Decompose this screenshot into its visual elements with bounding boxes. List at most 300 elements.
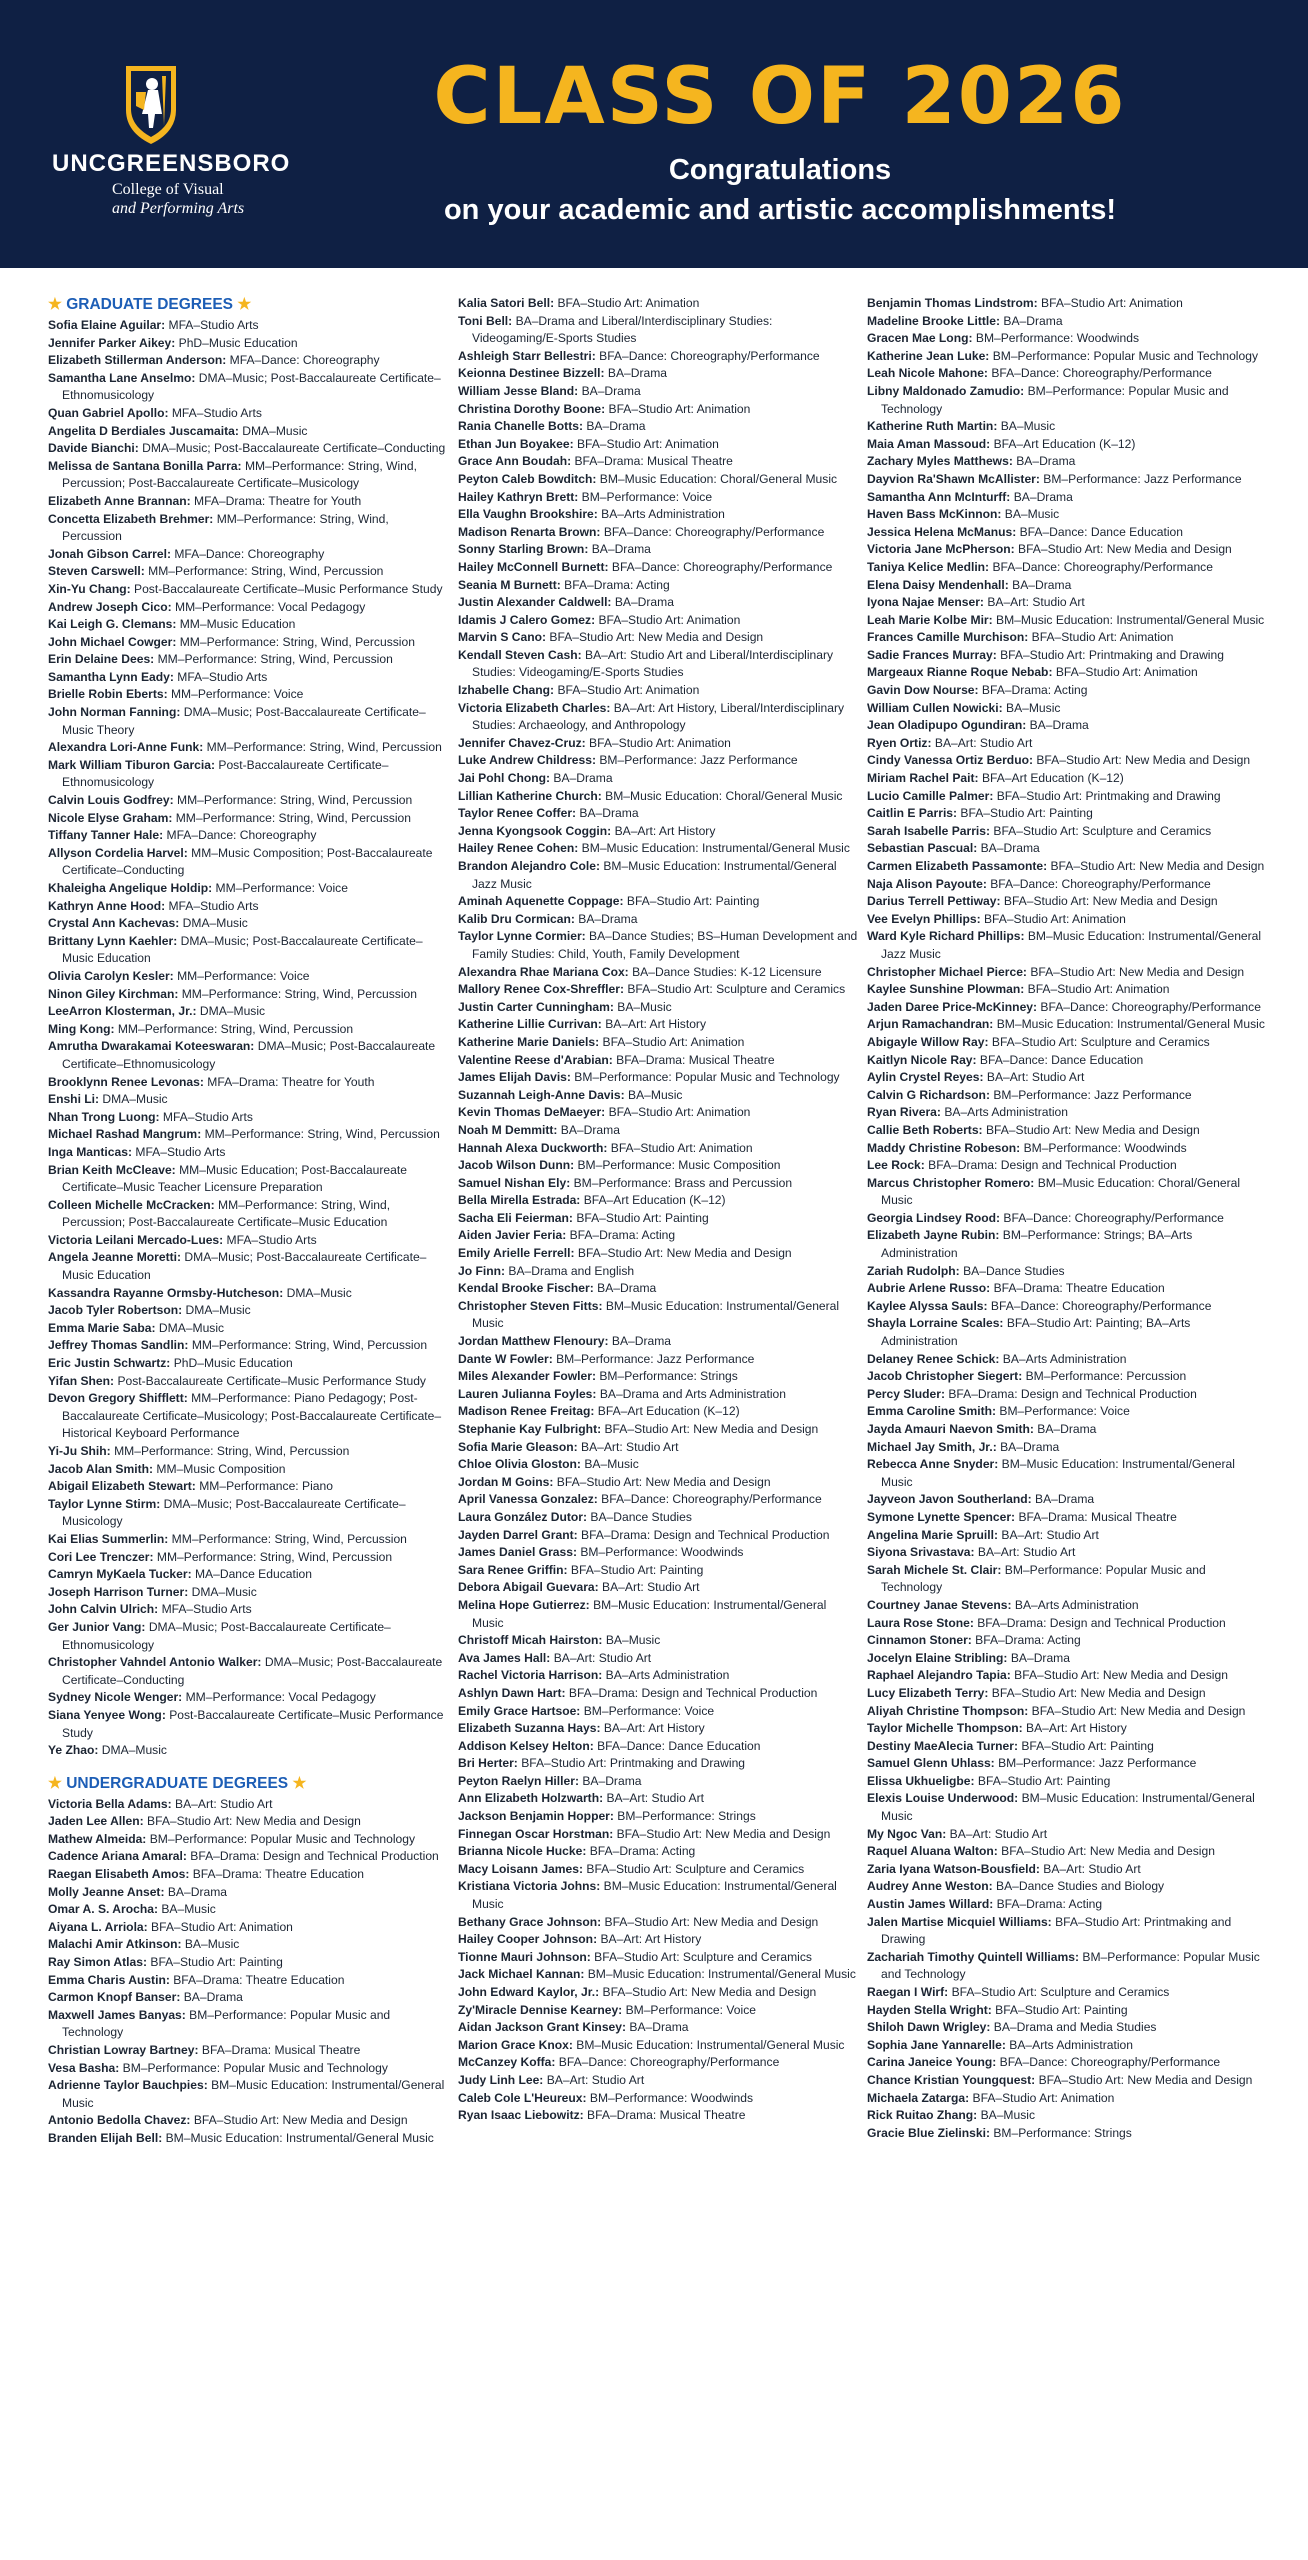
degree-text: DMA–Music; Post-Baccalaureate Certificate–Music Education <box>62 933 423 966</box>
graduate-name: Jacob Tyler Robertson: <box>48 1303 183 1318</box>
degree-text: BFA–Studio Art: New Media and Design <box>1047 859 1265 873</box>
degree-text: BA–Art: Art History <box>601 1017 706 1032</box>
degree-text: BFA–Studio Art: New Media and Design <box>143 1814 361 1829</box>
degree-text: BA–Drama <box>576 806 639 821</box>
degree-text: BM–Music Education: Instrumental/General Music <box>472 1298 840 1331</box>
graduate-name: Jocelyn Elaine Stribling: <box>867 1650 1008 1665</box>
graduate-entry <box>458 1597 858 1632</box>
graduate-entry <box>48 1989 448 2007</box>
graduate-entry <box>867 436 1267 454</box>
graduate-entry <box>48 563 448 581</box>
graduate-entry <box>867 1456 1267 1491</box>
degree-text: MFA–Drama: Theatre for Youth <box>203 1074 375 1089</box>
undergraduate-heading <box>48 1774 448 1794</box>
graduate-entry <box>458 365 858 383</box>
graduate-name: Adrienne Taylor Bauchpies: <box>48 2078 208 2093</box>
graduate-entry <box>867 1914 1267 1949</box>
degree-text: BFA–Drama: Acting <box>560 577 670 592</box>
star-icon: ★ <box>292 1774 307 1792</box>
graduate-name: Raegan I Wirf: <box>867 1985 949 1999</box>
column-2 <box>458 295 858 2125</box>
graduate-entry <box>458 1140 858 1158</box>
graduate-name: Omar A. S. Arocha: <box>48 1902 158 1917</box>
graduate-name: Emma Charis Austin: <box>48 1972 170 1987</box>
graduate-entry <box>867 911 1267 929</box>
degree-text: BA–Music <box>181 1937 240 1952</box>
degree-text: BFA–Drama: Acting <box>971 1633 1081 1648</box>
graduate-entry <box>458 893 858 911</box>
graduate-name: Sarah Michele St. Clair: <box>867 1562 1002 1577</box>
graduate-entry <box>458 1579 858 1597</box>
graduate-name: Noah M Demmitt: <box>458 1122 558 1137</box>
graduate-name: Emily Grace Hartsoe: <box>458 1703 581 1718</box>
degree-text: BFA–Drama: Musical Theatre <box>571 454 733 469</box>
graduate-entry <box>867 1140 1267 1158</box>
graduate-name: Toni Bell: <box>458 313 513 328</box>
graduate-name: Carmon Knopf Banser: <box>48 1990 181 2005</box>
graduate-name: Jacob Wilson Dunn: <box>458 1158 575 1173</box>
graduate-entry <box>48 1373 448 1391</box>
degree-text: BFA–Art Education (K–12) <box>580 1193 726 1208</box>
graduate-entry <box>48 1619 448 1654</box>
graduate-name: Caitlin E Parris: <box>867 806 958 821</box>
graduate-entry <box>458 577 858 595</box>
degree-text: BFA–Studio Art: Painting <box>1018 1738 1154 1753</box>
graduate-entry <box>48 423 448 441</box>
graduate-name: Stephanie Kay Fulbright: <box>458 1422 602 1436</box>
graduate-entry <box>458 401 858 419</box>
degree-text: MFA–Studio Arts <box>159 1109 253 1124</box>
degree-text: BA–Art: Studio Art <box>171 1796 273 1811</box>
graduate-entry <box>867 1439 1267 1457</box>
degree-text: PhD–Music Education <box>175 335 298 350</box>
degree-text: BA–Drama <box>1007 1650 1070 1665</box>
graduate-entry <box>867 2090 1267 2108</box>
graduate-name: Taylor Michelle Thompson: <box>867 1721 1023 1736</box>
graduate-entry <box>867 700 1267 718</box>
graduate-name: Katherine Jean Luke: <box>867 348 990 363</box>
graduate-entry <box>458 1966 858 1984</box>
graduate-name: Abigail Elizabeth Stewart: <box>48 1479 196 1494</box>
graduate-name: Mathew Almeida: <box>48 1831 147 1846</box>
graduate-name: Aiden Javier Feria: <box>458 1228 567 1243</box>
degree-text: MM–Performance: String, Wind, Percussion <box>178 986 417 1001</box>
graduate-entry <box>48 1478 448 1496</box>
graduate-entry <box>867 2002 1267 2020</box>
degree-text: BFA–Studio Art: New Media and Design <box>601 1422 819 1436</box>
graduate-name: Ashlyn Dawn Hart: <box>458 1685 566 1700</box>
graduate-entry <box>458 981 858 999</box>
graduate-name: Ashleigh Starr Bellestri: <box>458 348 596 363</box>
degree-text: BFA–Studio Art: New Media and Design <box>553 1474 771 1489</box>
graduate-entry <box>867 999 1267 1017</box>
uncg-logo <box>52 62 291 242</box>
graduate-entry <box>867 1720 1267 1738</box>
degree-text: BFA–Studio Art: Painting <box>147 1955 283 1970</box>
graduate-name: Michael Jay Smith, Jr.: <box>867 1439 997 1454</box>
graduate-name: Carmen Elizabeth Passamonte: <box>867 859 1048 873</box>
degree-text: BFA–Studio Art: New Media and Design <box>1028 1703 1246 1718</box>
graduate-name: James Daniel Grass: <box>458 1545 577 1560</box>
graduate-name: Devon Gregory Shifflett: <box>48 1391 188 1406</box>
degree-text: BFA–Studio Art: Painting <box>957 806 1093 821</box>
graduate-entry <box>867 295 1267 313</box>
graduate-name: Quan Gabriel Apollo: <box>48 405 169 420</box>
graduate-name: Andrew Joseph Cico: <box>48 599 172 614</box>
graduate-entry <box>867 1527 1267 1545</box>
graduate-entry <box>48 2042 448 2060</box>
graduate-name: Calvin G Richardson: <box>867 1087 990 1102</box>
graduate-entry <box>48 599 448 617</box>
graduate-entry <box>458 1632 858 1650</box>
graduate-entry <box>458 1263 858 1281</box>
degree-text: BA–Music <box>613 999 672 1014</box>
graduate-entry <box>458 1703 858 1721</box>
graduate-entry <box>867 840 1267 858</box>
graduate-entry <box>867 1597 1267 1615</box>
graduate-entry <box>48 1232 448 1250</box>
graduate-name: Sarah Isabelle Parris: <box>867 823 991 838</box>
graduate-entry <box>48 757 448 792</box>
graduate-entry <box>867 1949 1267 1984</box>
degree-text: BM–Performance: Woodwinds <box>586 2090 754 2105</box>
graduate-entry <box>458 858 858 893</box>
degree-text: BM–Performance: Voice <box>580 1703 715 1718</box>
graduate-name: Kevin Thomas DeMaeyer: <box>458 1105 606 1120</box>
graduate-entry <box>48 1972 448 1990</box>
degree-text: MM–Performance: Voice <box>173 968 310 983</box>
graduate-entry <box>48 1654 448 1689</box>
graduate-entry <box>458 735 858 753</box>
graduate-name: Seania M Burnett: <box>458 577 561 592</box>
graduate-entry <box>458 1544 858 1562</box>
degree-text: BA–Music <box>580 1457 639 1472</box>
graduate-name: Christopher Steven Fitts: <box>458 1298 603 1313</box>
graduate-entry <box>458 1685 858 1703</box>
degree-text: BA–Dance Studies: K-12 Licensure <box>628 964 822 979</box>
degree-text: BM–Performance: Strings <box>613 1809 756 1824</box>
graduate-name: Suzannah Leigh-Anne Davis: <box>458 1087 625 1102</box>
degree-text: BA–Drama <box>180 1990 243 2005</box>
graduate-entry <box>867 858 1267 876</box>
degree-text: BFA–Studio Art: New Media and Design <box>546 630 764 645</box>
degree-text: BFA–Studio Art: Sculpture and Ceramics <box>990 823 1212 838</box>
graduate-entry <box>458 1755 858 1773</box>
graduate-entry <box>48 669 448 687</box>
graduate-entry <box>458 1245 858 1263</box>
graduate-entry <box>458 1738 858 1756</box>
graduate-name: Jayden Darrel Grant: <box>458 1527 578 1542</box>
graduate-entry <box>458 1280 858 1298</box>
degree-text: BA–Drama <box>588 542 651 557</box>
graduate-entry <box>48 458 448 493</box>
degree-text: BM–Music Education: Instrumental/General Music <box>572 2037 845 2052</box>
degree-text: BFA–Drama: Acting <box>566 1228 676 1243</box>
degree-text: BA–Art: Studio Art <box>983 595 1085 610</box>
degree-text: BM–Music Education: Instrumental/General Music <box>62 2078 445 2110</box>
graduate-name: Ella Vaughn Brookshire: <box>458 507 598 522</box>
graduate-name: Crystal Ann Kachevas: <box>48 916 180 931</box>
degree-text: BFA–Drama: Acting <box>993 1897 1103 1912</box>
column-3 <box>867 295 1267 2142</box>
graduate-name: Idamis J Calero Gomez: <box>458 612 596 627</box>
graduate-name: Valentine Reese d'Arabian: <box>458 1052 613 1067</box>
graduate-entry <box>48 1091 448 1109</box>
graduate-name: Ryan Isaac Liebowitz: <box>458 2108 584 2123</box>
degree-text: BFA–Studio Art: Animation <box>1052 665 1198 680</box>
graduate-entry <box>458 1931 858 1949</box>
graduate-name: Emma Marie Saba: <box>48 1320 156 1335</box>
graduate-entry <box>458 1421 858 1439</box>
graduate-name: Jordan Matthew Flenoury: <box>458 1334 609 1349</box>
graduate-name: Jean Oladipupo Ogundiran: <box>867 718 1027 733</box>
degree-text: BM–Performance: Voice <box>622 2002 756 2017</box>
degree-text: BA–Drama <box>1012 454 1076 469</box>
graduate-entry <box>48 1126 448 1144</box>
graduate-entry <box>458 418 858 436</box>
graduate-entry <box>458 1773 858 1791</box>
graduate-name: Kai Leigh G. Clemans: <box>48 617 177 632</box>
graduate-entry <box>458 629 858 647</box>
graduate-name: Victoria Elizabeth Charles: <box>458 700 611 715</box>
graduate-name: Jo Finn: <box>458 1263 506 1278</box>
graduate-entry <box>48 1866 448 1884</box>
degree-text: BM–Music Education: Choral/General Music <box>601 788 843 803</box>
graduate-entry <box>867 1104 1267 1122</box>
degree-text: BFA–Dance: Choreography/Performance <box>987 1298 1212 1313</box>
degree-text: BFA–Dance: Choreography/Performance <box>597 1492 822 1507</box>
graduate-entry <box>458 1403 858 1421</box>
degree-text: MFA–Studio Arts <box>158 1602 252 1617</box>
graduate-name: Jaden Lee Allen: <box>48 1814 144 1829</box>
graduate-name: Jai Pohl Chong: <box>458 771 551 786</box>
graduate-entry <box>458 1949 858 1967</box>
star-icon: ★ <box>237 296 252 313</box>
degree-text: BA–Arts Administration <box>597 507 725 522</box>
graduate-name: Samantha Lynn Eady: <box>48 669 174 684</box>
graduate-entry <box>458 1509 858 1527</box>
graduate-name: Ethan Jun Boyakee: <box>458 436 574 451</box>
graduate-entry <box>48 792 448 810</box>
graduate-entry <box>867 1843 1267 1861</box>
graduate-name: Ninon Giley Kirchman: <box>48 986 179 1001</box>
degree-text: BFA–Dance: Choreography/Performance <box>608 559 833 574</box>
graduate-entry <box>458 313 858 348</box>
graduate-name: Eric Justin Schwartz: <box>48 1356 171 1371</box>
degree-text: BA–Dance Studies and Biology <box>992 1879 1165 1894</box>
graduate-entry <box>458 770 858 788</box>
graduate-name: Christian Lowray Bartney: <box>48 2043 199 2057</box>
star-icon: ★ <box>48 296 62 313</box>
degree-text: BA–Music <box>602 1633 661 1648</box>
graduate-name: Iyona Najae Menser: <box>867 595 984 610</box>
graduate-entry <box>458 471 858 489</box>
graduate-entry <box>867 2019 1267 2037</box>
graduate-name: Sacha Eli Feierman: <box>458 1210 573 1225</box>
degree-text: BM–Performance: Jazz Performance <box>994 1756 1197 1771</box>
graduate-name: Brianna Nicole Hucke: <box>458 1844 587 1859</box>
graduate-name: Jackson Benjamin Hopper: <box>458 1809 614 1824</box>
graduate-name: Sofia Elaine Aguilar: <box>48 318 166 332</box>
degree-text: BA–Drama <box>1026 718 1089 733</box>
graduate-entry <box>458 2019 858 2037</box>
graduate-name: Callie Beth Roberts: <box>867 1122 983 1137</box>
graduate-name: Chloe Olivia Gloston: <box>458 1457 581 1472</box>
graduate-entry <box>48 968 448 986</box>
graduate-entry <box>48 933 448 968</box>
degree-text: BFA–Studio Art: Sculpture and Ceramics <box>948 1985 1170 1999</box>
graduate-entry <box>48 2060 448 2078</box>
degree-text: BFA–Drama: Musical Theatre <box>1015 1509 1177 1524</box>
graduate-name: Melina Hope Gutierrez: <box>458 1597 590 1612</box>
degree-text: BA–Art: Studio Art <box>1039 1861 1141 1876</box>
degree-text: Post-Baccalaureate Certificate–Music Performance Study <box>62 1707 444 1740</box>
graduate-entry <box>458 2107 858 2125</box>
degree-text: BM–Music Education: Instrumental/General Music <box>472 1879 837 1912</box>
graduate-entry <box>867 2072 1267 2090</box>
graduate-entry <box>867 1016 1267 1034</box>
graduate-entry <box>867 1562 1267 1597</box>
degree-text: BA–Arts Administration <box>1005 2037 1133 2052</box>
degree-text: DMA–Music <box>155 1320 225 1335</box>
degree-text: BFA–Art Education (K–12) <box>990 436 1136 451</box>
graduate-name: Elizabeth Anne Brannan: <box>48 493 191 508</box>
graduate-entry <box>48 317 448 335</box>
graduate-entry <box>458 1826 858 1844</box>
degree-text: MM–Performance: Vocal Pedagogy <box>171 599 366 614</box>
degree-text: DMA–Music <box>182 1303 251 1318</box>
degree-text: BM–Performance: Popular Music and Technology <box>62 2007 391 2040</box>
graduate-name: My Ngoc Van: <box>867 1826 947 1841</box>
graduate-name: Miriam Rachel Pait: <box>867 771 979 786</box>
graduate-entry <box>867 1861 1267 1879</box>
graduate-name: Justin Carter Cunningham: <box>458 999 614 1014</box>
graduate-name: Alexandra Rhae Mariana Cox: <box>458 964 629 979</box>
graduate-entry <box>48 1021 448 1039</box>
graduate-entry <box>458 928 858 963</box>
degree-text: BFA–Drama: Design and Technical Production <box>944 1386 1197 1401</box>
graduate-name: Aylin Crystel Reyes: <box>867 1070 984 1085</box>
degree-text: BA–Dance Studies <box>587 1509 692 1524</box>
graduate-entry <box>867 541 1267 559</box>
graduate-entry <box>48 335 448 353</box>
graduate-entry <box>458 436 858 454</box>
graduate-entry <box>458 506 858 524</box>
degree-text: BA–Drama and Liberal/Interdisciplinary Studies: Videogaming/E-Sports Studies <box>472 313 773 346</box>
graduate-name: Judy Linh Lee: <box>458 2072 544 2087</box>
degree-text: DMA–Music <box>188 1584 257 1599</box>
degree-text: BA–Art: Art History <box>600 1721 705 1736</box>
graduate-entry <box>458 1650 858 1668</box>
graduate-name: Emma Caroline Smith: <box>867 1404 997 1419</box>
degree-text: BM–Performance: Strings <box>990 2125 1132 2140</box>
degree-text: BA–Art: Studio Art <box>983 1070 1085 1085</box>
graduate-name: Debora Abigail Guevara: <box>458 1580 599 1595</box>
graduate-entry <box>48 352 448 370</box>
graduate-name: Aliyah Christine Thompson: <box>867 1703 1029 1718</box>
graduate-name: Raphael Alejandro Tapia: <box>867 1668 1011 1683</box>
graduate-entry <box>48 1249 448 1284</box>
graduate-entry <box>458 1087 858 1105</box>
graduate-entry <box>458 1914 858 1932</box>
graduate-entry <box>48 634 448 652</box>
degree-text: BA–Music <box>624 1087 683 1102</box>
undergraduate-heading-text: UNDERGRADUATE DEGREES <box>66 1774 289 1792</box>
degree-text: MM–Performance: String, Wind, Percussion; Post-Baccalaureate Certificate–Musicology <box>62 458 417 491</box>
degree-text: DMA–Music; Post-Baccalaureate Certificate–Conducting <box>62 1655 443 1687</box>
degree-text: MFA–Studio Arts <box>173 669 268 684</box>
degree-text: BM–Performance: Popular Music and Technology <box>570 1070 840 1085</box>
graduate-name: Jordan M Goins: <box>458 1474 554 1489</box>
graduate-name: Zy'Miracle Dennise Kearney: <box>458 2002 623 2017</box>
graduate-entry <box>48 1461 448 1479</box>
graduate-entry <box>867 330 1267 348</box>
graduate-heading <box>48 295 448 315</box>
graduate-entry <box>48 898 448 916</box>
graduate-name: Katherine Ruth Martin: <box>867 419 998 434</box>
degree-text: BFA–Studio Art: Animation <box>1028 630 1174 645</box>
graduate-entry <box>458 911 858 929</box>
graduate-name: Peyton Raelyn Hiller: <box>458 1773 579 1788</box>
degree-text: MM–Music Composition <box>153 1461 286 1476</box>
graduate-name: Abigayle Willow Ray: <box>867 1034 989 1049</box>
graduate-name: Rick Ruitao Zhang: <box>867 2108 978 2123</box>
graduate-name: Brittany Lynn Kaehler: <box>48 933 178 948</box>
degree-text: BFA–Drama: Design and Technical Production <box>577 1527 830 1542</box>
degree-text: DMA–Music <box>283 1285 352 1300</box>
graduate-entry <box>458 823 858 841</box>
graduate-name: Keionna Destinee Bizzell: <box>458 366 605 381</box>
graduate-name: Vesa Basha: <box>48 2060 120 2075</box>
degree-text: MM–Music Education <box>176 617 296 632</box>
degree-text: BFA–Studio Art: Painting <box>991 2002 1128 2017</box>
degree-text: BFA–Drama: Acting <box>978 683 1088 698</box>
graduate-name: Leah Marie Kolbe Mir: <box>867 612 993 627</box>
degree-text: BA–Drama <box>1033 1422 1097 1436</box>
graduate-name: Sadie Frances Murray: <box>867 647 997 662</box>
logo-wordmark: UNCGREENSBORO <box>52 150 291 177</box>
graduate-entry <box>867 981 1267 999</box>
graduate-entry <box>867 1351 1267 1369</box>
graduate-entry <box>867 964 1267 982</box>
graduate-entry <box>458 805 858 823</box>
graduate-name: Shayla Lorraine Scales: <box>867 1316 1004 1331</box>
graduate-name: Sara Renee Griffin: <box>458 1562 568 1577</box>
degree-text: BA–Drama <box>583 419 646 434</box>
degree-text: BA–Drama <box>977 841 1040 856</box>
degree-text: MM–Performance: String, Wind, Percussion <box>203 740 442 755</box>
graduate-name: Raegan Elisabeth Amos: <box>48 1867 190 1882</box>
graduate-entry <box>458 383 858 401</box>
graduate-entry <box>458 964 858 982</box>
degree-text: BFA–Dance: Choreography/Performance <box>987 366 1212 381</box>
degree-text: BFA–Studio Art: Printmaking and Drawing <box>881 1914 1232 1947</box>
graduate-entry <box>867 805 1267 823</box>
graduate-entry <box>48 1919 448 1937</box>
graduate-name: Colleen Michelle McCracken: <box>48 1197 215 1212</box>
degree-text: BFA–Drama: Design and Technical Production <box>973 1615 1226 1630</box>
degree-text: BA–Drama <box>1010 489 1073 504</box>
graduate-entry <box>867 1878 1267 1896</box>
degree-text: BM–Music Education: Instrumental/General Music <box>881 1791 1255 1824</box>
graduate-entry <box>867 1491 1267 1509</box>
graduate-name: Jalen Martise Micquiel Williams: <box>867 1914 1052 1929</box>
graduate-name: Jeffrey Thomas Sandlin: <box>48 1338 189 1353</box>
degree-text: BFA–Studio Art: Sculpture and Ceramics <box>988 1034 1210 1049</box>
degree-text: BA–Music <box>1002 700 1061 715</box>
degree-text: BA–Arts Administration <box>999 1351 1127 1366</box>
graduate-name: Hailey Cooper Johnson: <box>458 1932 598 1947</box>
